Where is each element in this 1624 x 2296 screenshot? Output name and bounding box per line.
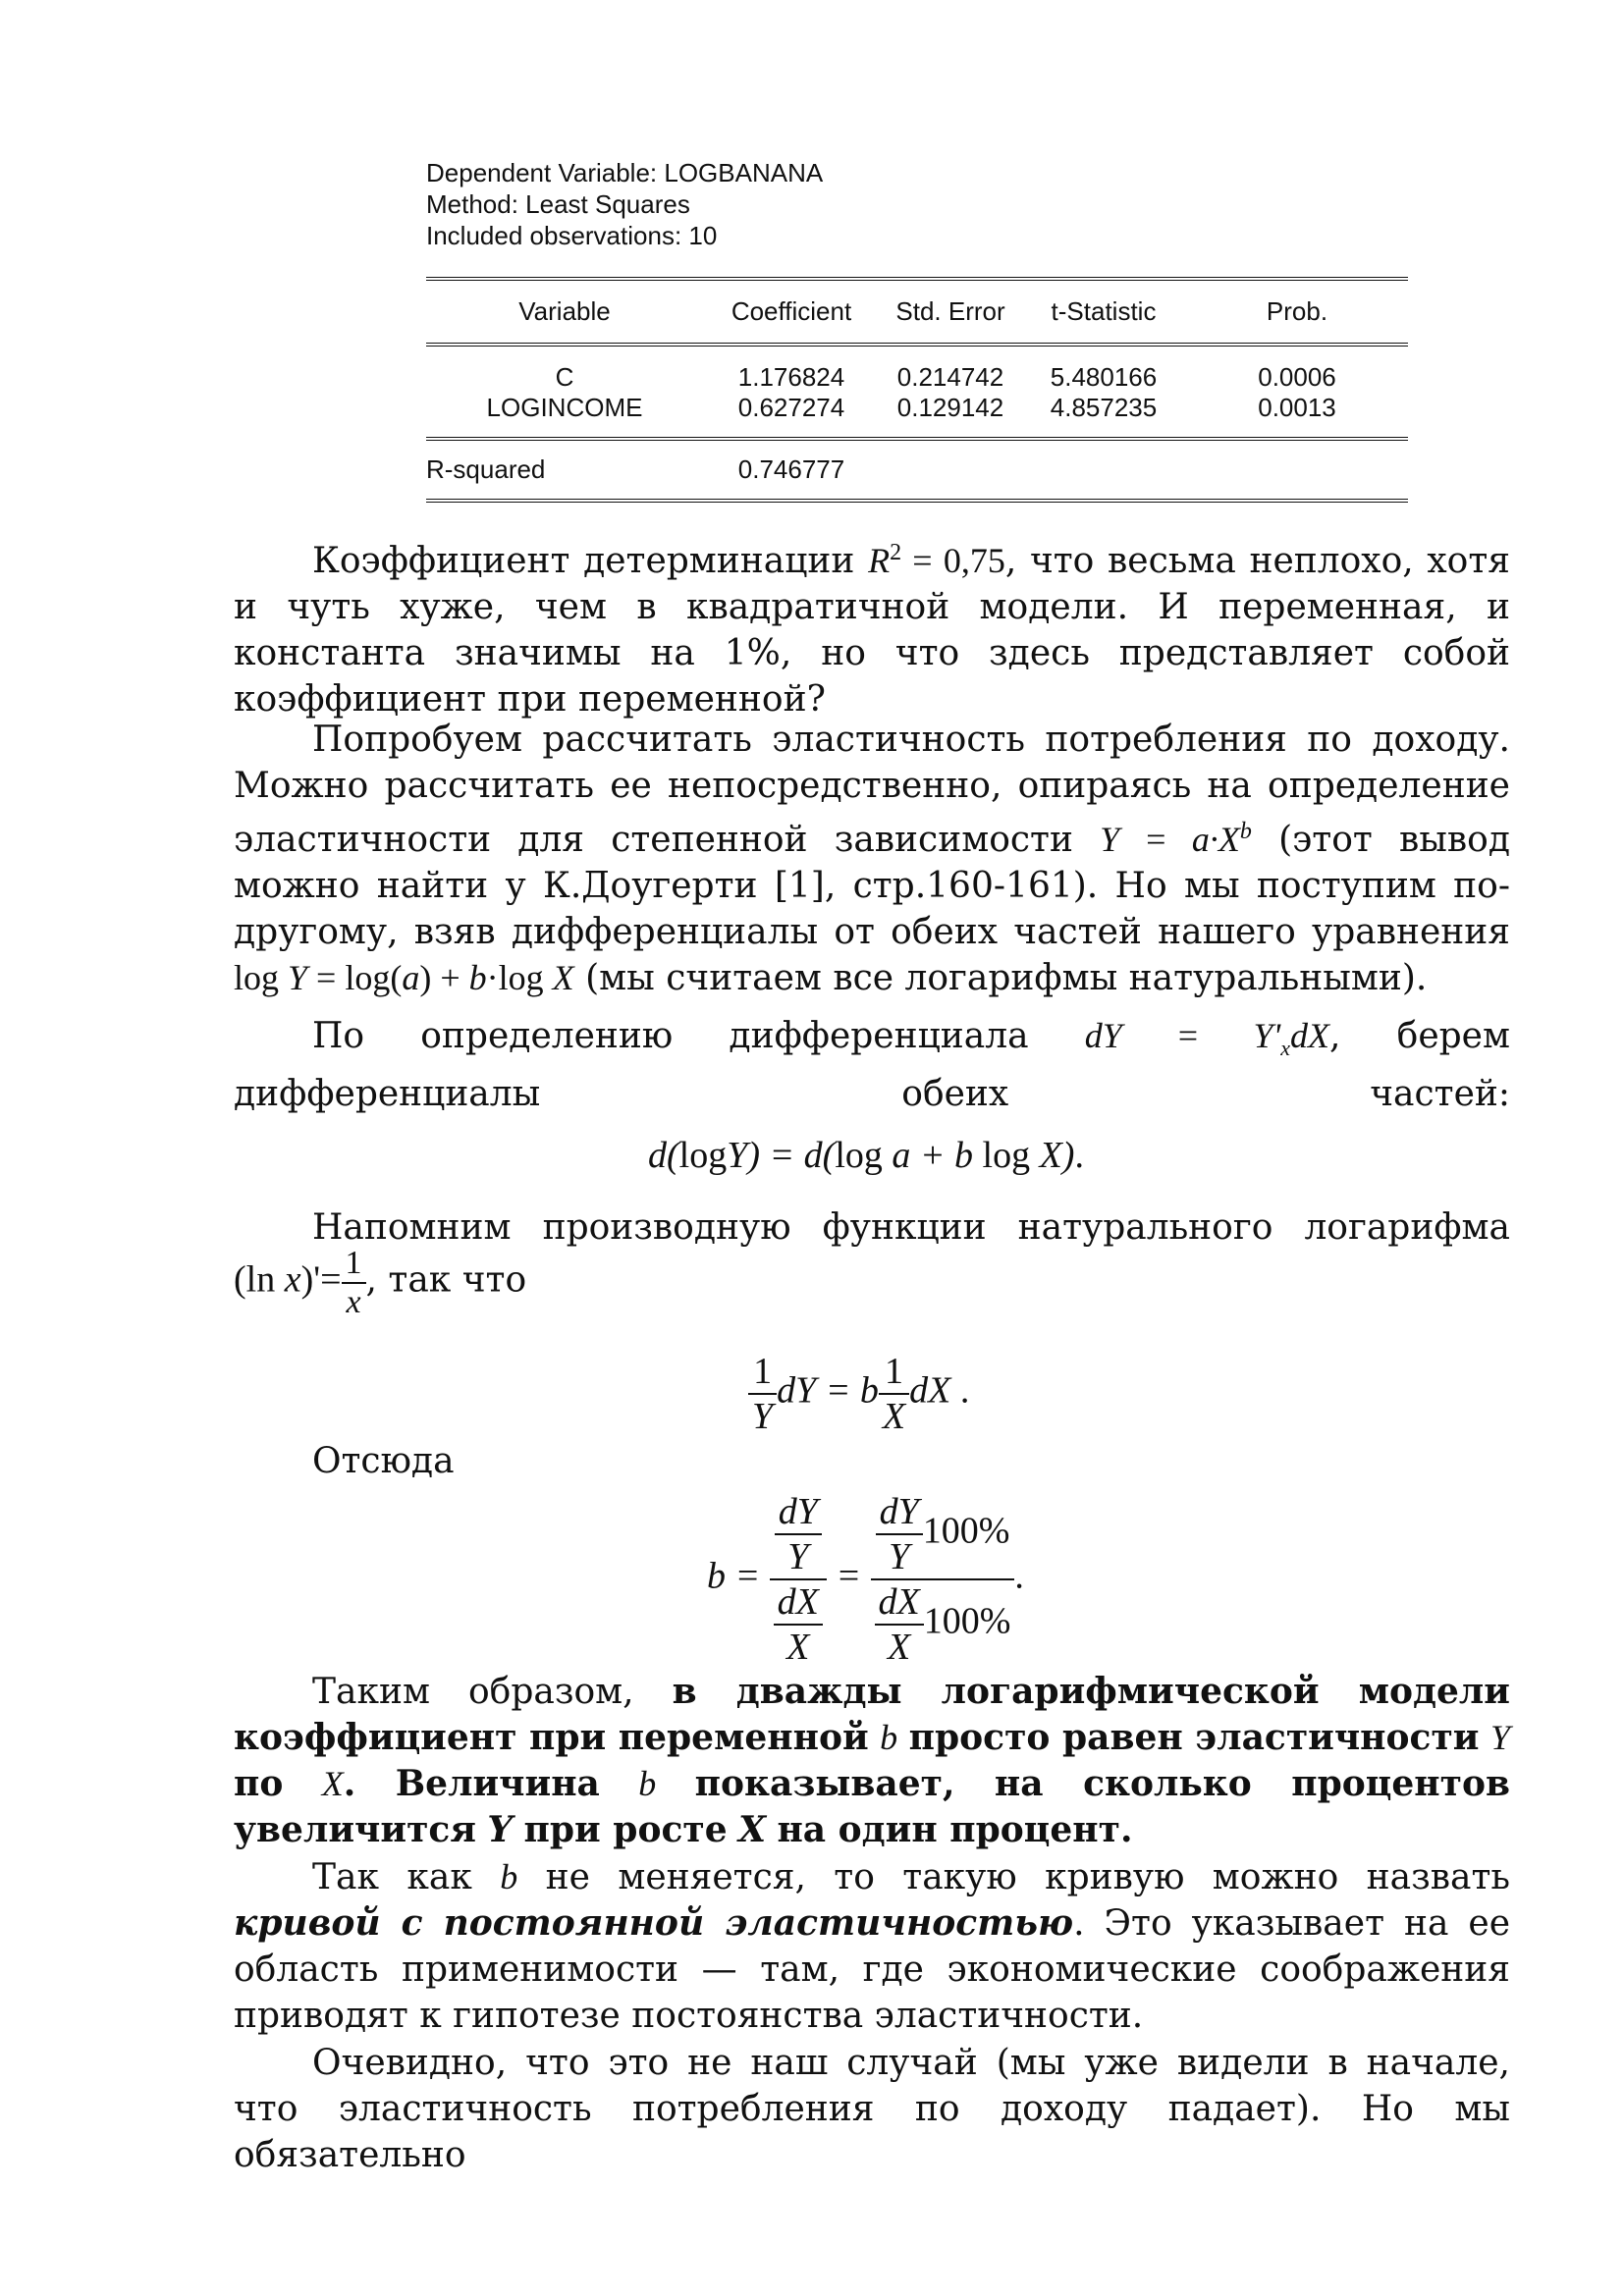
p6-bold-3: по xyxy=(234,1763,284,1804)
var-b-3: b xyxy=(500,1857,518,1896)
var-b-2: b xyxy=(638,1764,657,1803)
log-equation-formula: log Y = log(a) + b·log X xyxy=(234,958,574,997)
regression-header xyxy=(426,157,1408,251)
paragraph-8 xyxy=(234,2040,1510,2178)
elasticity-formula: b = $\frac{\frac{dY}{Y}}{\frac{dX}{X}}$ = $\frac{dY}{Y}$ 100% $\frac{dX}{X}$ 100% . xyxy=(707,1491,1024,1668)
ln-derivative-formula: (ln x)'= $\frac{1}{x}$ , так что xyxy=(234,1245,527,1320)
paragraph-3 xyxy=(234,1013,1510,1117)
paragraph-2 xyxy=(234,717,1510,1001)
p7-end: . Это указывает на ее область применимости — там, где экономические соображения приводят к гипотезе постоянства эластичности. xyxy=(234,1903,1510,2036)
col-variable: Variable xyxy=(518,296,611,326)
differential-definition-formula: dY = $Y'_xdX$ xyxy=(1084,1016,1330,1061)
p1-end: , что весьма неплохо, хотя и чуть хуже, чем в квадратичной модели. И переменная, и константа значимы на 1%, но что здесь представляет собой коэффициент при переменной? xyxy=(234,541,1510,720)
rsquared-row xyxy=(426,439,1408,501)
row-logincome-std-error: 0.129142 xyxy=(896,393,1004,422)
p6-bold-6: при росте xyxy=(523,1809,728,1850)
p4-text: Напомним производную функции натурального логарифма xyxy=(312,1207,1510,1248)
p6-bold-4: . Величина xyxy=(343,1763,600,1804)
rsquared-value: 0.746777 xyxy=(737,454,845,484)
r-squared-formula: $R^2 = 0,75$ xyxy=(868,540,1005,580)
regression-table xyxy=(426,277,1408,503)
paragraph-5 xyxy=(234,1438,1510,1484)
differential-log-equation: d(logY) = d(log a + b log X). xyxy=(648,1135,1084,1176)
p6-bold-5: показывает, на сколько процентов увеличится xyxy=(234,1763,1510,1850)
p2-middle: (этот вывод можно найти у К.Доугерти [1], стр.160-161). Но мы поступим по-другому, взяв дифференциалы от обеих частей нашего уравнения xyxy=(234,820,1510,952)
var-y-1: Y xyxy=(1489,1718,1510,1757)
col-prob: Prob. xyxy=(1266,296,1328,326)
row-c-variable: C xyxy=(555,362,574,392)
p7-middle: не меняется, то такую кривую можно назвать xyxy=(545,1857,1510,1897)
p5-text: Отсюда xyxy=(312,1441,455,1481)
col-t-statistic: t-Statistic xyxy=(1051,296,1157,326)
row-c-coefficient: 1.176824 xyxy=(737,362,845,392)
row-logincome-t-stat: 4.857235 xyxy=(1050,393,1158,422)
p2-end: (мы считаем все логарифмы натуральными). xyxy=(585,958,1428,998)
var-y-2: Y xyxy=(487,1809,514,1850)
p7-bold-italic: кривой с постоянной эластичностью xyxy=(234,1902,1074,1944)
p6-bold-7: на один процент. xyxy=(777,1809,1133,1850)
p6-start: Таким образом, xyxy=(312,1672,634,1712)
row-logincome-prob: 0.0013 xyxy=(1258,393,1336,422)
paragraph-6 xyxy=(234,1669,1510,1853)
observations-line: Included observations: 10 xyxy=(426,221,718,250)
p8-text: Очевидно, что это не наш случай (мы уже видели в начале, что эластичность потребления по доходу падает). Но мы обязательно xyxy=(234,2043,1510,2175)
power-function-formula: $Y = a\cdot X^b$ xyxy=(1100,819,1252,859)
p6-bold-2: просто равен эластичности xyxy=(908,1717,1480,1758)
col-std-error: Std. Error xyxy=(895,296,1005,326)
row-logincome-coefficient: 0.627274 xyxy=(737,393,845,422)
p3-end: , берем дифференциалы обеих частей: xyxy=(234,1016,1510,1115)
p4-so-that: , так что xyxy=(365,1259,527,1301)
table-row xyxy=(426,345,1408,393)
dependent-variable-line: Dependent Variable: LOGBANANA xyxy=(426,158,824,187)
row-c-prob: 0.0006 xyxy=(1258,362,1336,392)
var-x-1: X xyxy=(321,1764,344,1803)
var-x-2: X xyxy=(738,1809,766,1850)
regression-output xyxy=(426,157,1408,503)
row-c-t-stat: 5.480166 xyxy=(1050,362,1158,392)
p6-bold-1: в дважды логарифмической модели коэффициент при переменной xyxy=(234,1671,1510,1758)
table-row xyxy=(426,393,1408,439)
p7-start: Так как xyxy=(312,1857,472,1897)
row-c-std-error: 0.214742 xyxy=(896,362,1004,392)
paragraph-7 xyxy=(234,1854,1510,2039)
row-logincome-variable: LOGINCOME xyxy=(486,393,643,422)
p3-start: По определению дифференциала xyxy=(312,1016,1029,1056)
p2-start: Попробуем рассчитать эластичность потребления по доходу. Можно рассчитать ее непосредственно, опираясь на определение эластичности для степенной зависимости xyxy=(234,720,1510,860)
paragraph-4 xyxy=(234,1204,1510,1251)
rsquared-label: R-squared xyxy=(426,454,546,484)
col-coefficient: Coefficient xyxy=(731,296,852,326)
method-line: Method: Least Squares xyxy=(426,189,690,219)
table-header-row xyxy=(426,279,1408,345)
p1-start: Коэффициент детерминации xyxy=(312,541,855,581)
var-b-1: b xyxy=(880,1718,898,1757)
paragraph-1 xyxy=(234,530,1510,722)
differential-fraction-equation: $\frac{1}{Y}$ dY = b $\frac{1}{X}$ dX . xyxy=(748,1350,969,1438)
